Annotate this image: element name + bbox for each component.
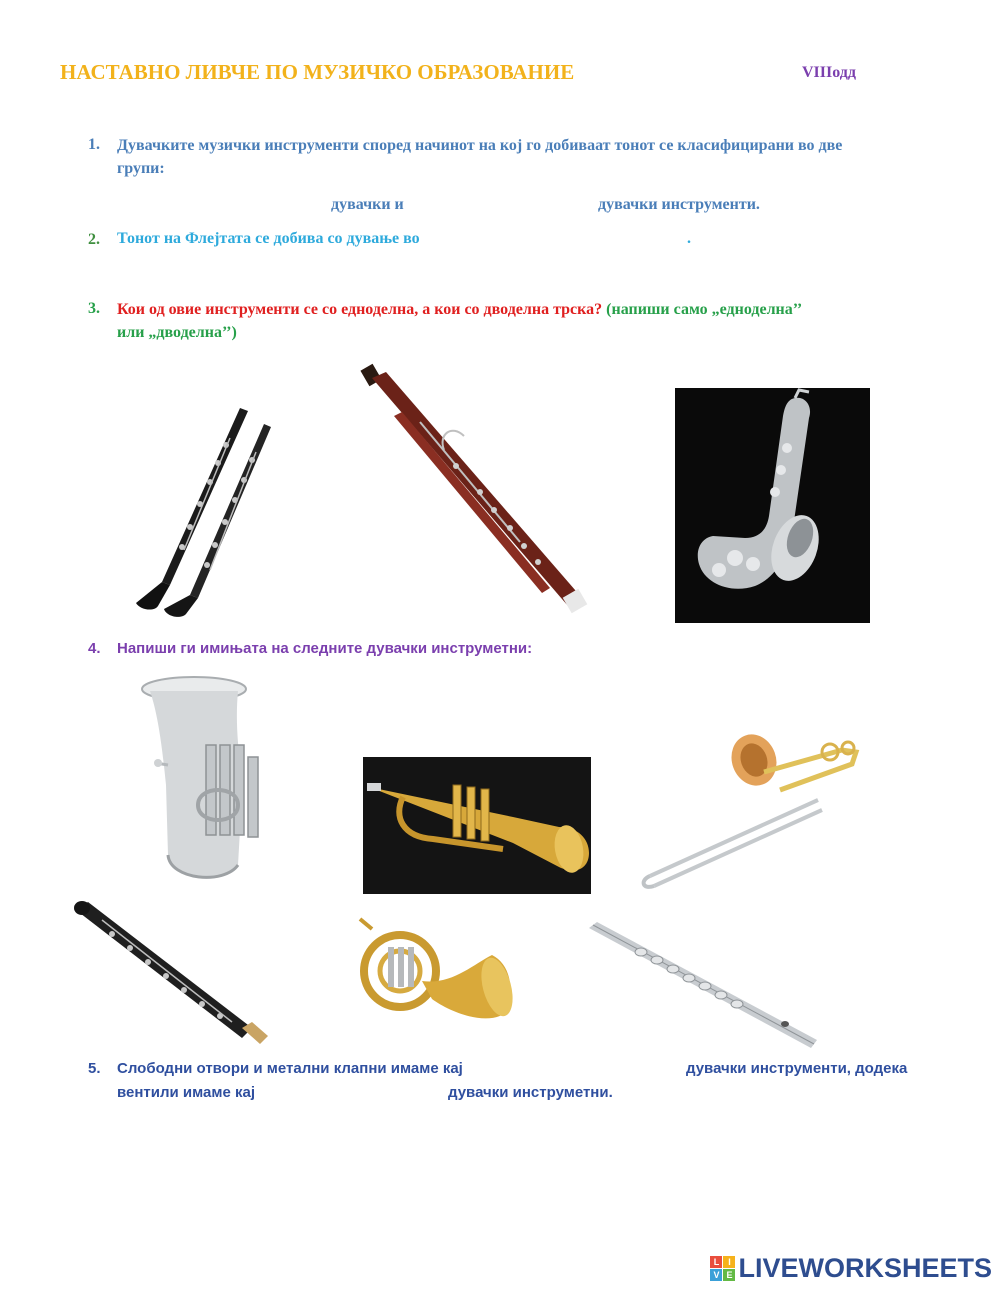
- q4-number: 4.: [88, 640, 101, 657]
- q5-line2-b: дувачки инструметни.: [448, 1084, 613, 1101]
- q1-answer-0[interactable]: [117, 192, 326, 218]
- q1-line2: групи:: [117, 160, 165, 177]
- q1-number: 1.: [88, 136, 100, 153]
- clarinet-image: [118, 400, 278, 620]
- french-horn-image: [352, 915, 517, 1027]
- brand-name: LIVEWORKSHEETS: [738, 1253, 992, 1283]
- flute-image: [585, 920, 820, 1050]
- q5-answer-1[interactable]: [490, 1056, 684, 1082]
- q1-part-b: дувачки инструменти.: [598, 196, 760, 213]
- liveworksheets-logo: [710, 1253, 992, 1284]
- tuba-image: [138, 675, 278, 890]
- q2-text: Тонот на Флејтата се добива со дување во: [117, 230, 420, 247]
- q2-number: 2.: [88, 231, 100, 248]
- logo-mark-icon: L I V E: [710, 1256, 735, 1281]
- saxophone-image: [675, 388, 870, 623]
- q3-instruction-2: или „дводелна’’): [117, 324, 237, 341]
- q2-answer[interactable]: [462, 226, 686, 252]
- worksheet-title: НАСТАВНО ЛИВЧЕ ПО МУЗИЧКО ОБРАЗОВАНИЕ: [60, 60, 575, 84]
- q3-number: 3.: [88, 300, 100, 317]
- oboe-image: [72, 900, 272, 1050]
- q5-line2-a: вентили имаме кај: [117, 1084, 255, 1101]
- q5-answer-2[interactable]: [272, 1080, 446, 1106]
- q1-part-a: дувачки и: [331, 196, 404, 213]
- trumpet-image: [363, 757, 591, 894]
- q1-answer-1[interactable]: [420, 192, 594, 218]
- bassoon-image: [360, 362, 600, 617]
- q2-end: .: [687, 230, 691, 247]
- grade-label: VIIIодд: [802, 64, 856, 81]
- q5-line1-a: Слободни отвори и метални клапни имаме кај: [117, 1060, 463, 1077]
- q3-text: [117, 298, 947, 344]
- trombone-image: [630, 730, 865, 890]
- q3-question: Кои од овие инструменти се со едноделна, а кои со дводелна трска?: [117, 301, 603, 318]
- q5-number: 5.: [88, 1060, 101, 1077]
- q5-line1-b: дувачки инструменти, додека: [686, 1060, 908, 1077]
- q3-answer-saxophone[interactable]: [675, 600, 874, 622]
- q3-answer-bassoon[interactable]: [380, 600, 584, 622]
- q3-instruction-1: (напиши само „едноделна’’: [606, 301, 803, 318]
- q4-text: Напиши ги имињата на следните дувачки инструметни:: [117, 640, 533, 657]
- q1-text: [117, 134, 957, 180]
- q3-answer-clarinet[interactable]: [118, 600, 282, 622]
- q1-line1: Дувачките музички инструменти според начинот на кој го добиваат тонот се класифицирани во две: [117, 137, 843, 154]
